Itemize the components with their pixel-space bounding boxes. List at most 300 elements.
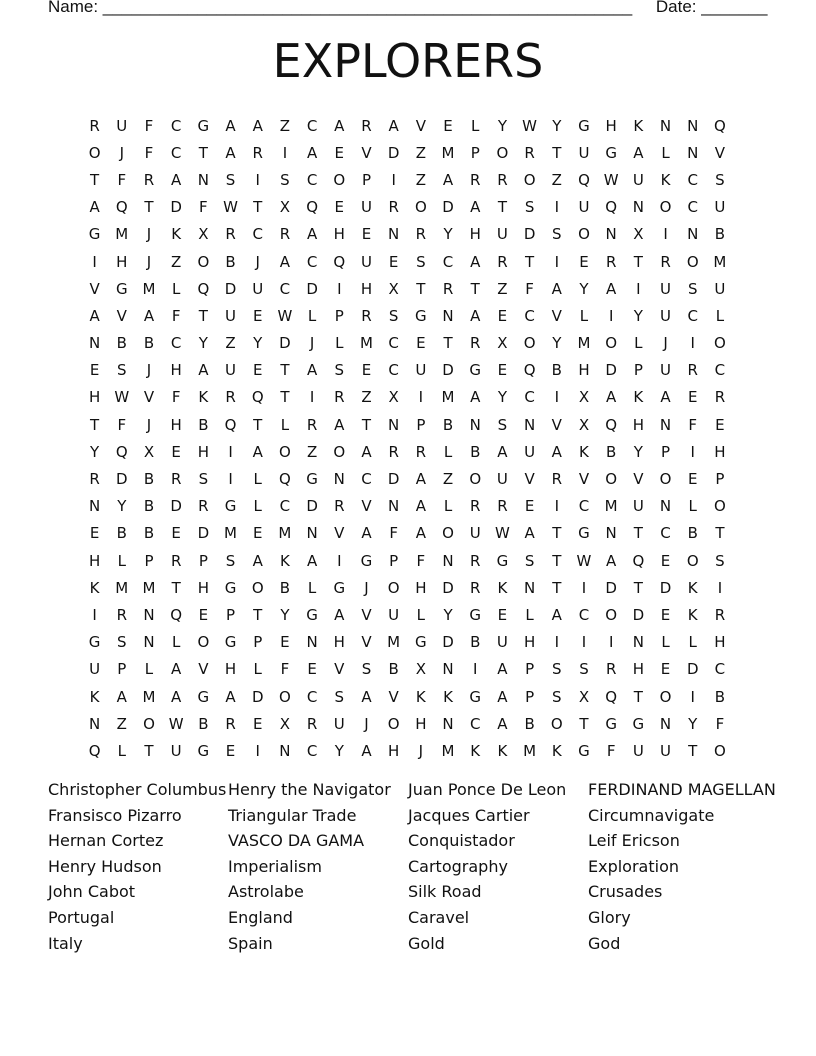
grid-letter[interactable]: T [633,687,643,706]
grid-letter[interactable]: T [443,334,453,353]
grid-letter[interactable]: Z [225,334,236,353]
grid-letter[interactable]: M [441,741,455,760]
grid-letter[interactable]: T [198,306,208,325]
grid-letter[interactable]: T [198,143,208,162]
grid-letter[interactable]: Y [688,714,698,733]
grid-letter[interactable]: D [387,143,400,162]
grid-letter[interactable]: S [715,551,725,570]
grid-letter[interactable]: T [144,198,154,217]
grid-letter[interactable]: C [306,170,318,189]
grid-letter[interactable]: P [525,660,535,679]
grid-letter[interactable]: G [360,551,373,570]
grid-letter[interactable]: R [524,143,535,162]
grid-letter[interactable]: L [117,551,126,570]
grid-letter[interactable]: C [306,116,318,135]
grid-letter[interactable]: V [714,143,726,162]
grid-letter[interactable]: I [228,470,233,489]
grid-letter[interactable]: N [632,198,644,217]
grid-letter[interactable]: F [144,116,154,135]
grid-letter[interactable]: P [661,442,671,461]
grid-letter[interactable]: T [253,198,263,217]
grid-letter[interactable]: I [255,741,260,760]
grid-letter[interactable]: R [143,170,155,189]
grid-letter[interactable]: U [225,306,237,325]
grid-letter[interactable]: T [280,388,290,407]
grid-letter[interactable]: B [198,714,209,733]
grid-letter[interactable]: B [116,334,127,353]
grid-letter[interactable]: X [388,388,399,407]
grid-letter[interactable]: E [252,524,263,543]
grid-letter[interactable]: I [690,334,695,353]
grid-letter[interactable]: H [605,116,617,135]
grid-letter[interactable]: S [117,633,127,652]
grid-letter[interactable]: J [418,741,424,760]
grid-letter[interactable]: X [279,714,291,733]
grid-letter[interactable]: I [581,578,587,597]
grid-letter[interactable]: Y [633,442,643,461]
grid-letter[interactable]: V [116,306,127,325]
grid-letter[interactable]: Q [306,198,318,217]
grid-letter[interactable]: O [714,334,726,353]
grid-letter[interactable]: R [660,252,671,271]
grid-letter[interactable]: O [523,170,536,189]
grid-letter[interactable]: G [632,714,645,733]
grid-letter[interactable]: Z [361,388,372,407]
grid-letter[interactable]: J [146,252,152,271]
grid-letter[interactable]: I [663,225,668,244]
grid-letter[interactable]: N [659,497,672,516]
grid-letter[interactable]: N [442,551,454,570]
grid-letter[interactable]: I [309,388,315,407]
grid-letter[interactable]: A [497,442,508,461]
grid-letter[interactable]: J [146,415,152,434]
grid-letter[interactable]: R [116,605,127,624]
grid-letter[interactable]: Q [251,388,264,407]
grid-letter[interactable]: G [578,524,590,543]
grid-letter[interactable]: M [604,497,618,516]
grid-letter[interactable]: N [469,415,481,434]
grid-letter[interactable]: N [523,415,536,434]
grid-letter[interactable]: R [306,714,318,733]
grid-letter[interactable]: S [225,551,236,570]
grid-letter[interactable]: L [171,633,181,652]
grid-letter[interactable]: H [333,225,345,244]
grid-letter[interactable]: F [117,170,127,189]
grid-letter[interactable]: H [224,660,237,679]
grid-letter[interactable]: W [168,714,184,733]
grid-letter[interactable]: G [306,470,318,489]
grid-letter[interactable]: W [223,198,238,217]
grid-letter[interactable]: D [686,660,699,679]
grid-letter[interactable]: D [251,687,264,706]
grid-letter[interactable]: A [306,143,318,162]
grid-letter[interactable]: P [470,143,480,162]
grid-letter[interactable]: D [306,279,318,298]
grid-letter[interactable]: A [470,252,481,271]
grid-letter[interactable]: O [88,143,101,162]
grid-letter[interactable]: A [470,388,481,407]
grid-letter[interactable]: P [715,470,725,489]
grid-letter[interactable]: O [333,170,346,189]
grid-letter[interactable]: A [470,306,481,325]
grid-letter[interactable]: Q [197,279,210,298]
grid-letter[interactable]: B [225,252,236,271]
grid-letter[interactable]: O [605,334,618,353]
grid-letter[interactable]: B [388,660,399,679]
grid-letter[interactable]: U [524,442,536,461]
grid-letter[interactable]: E [416,334,426,353]
grid-letter[interactable]: V [198,660,209,679]
grid-letter[interactable]: B [470,442,481,461]
grid-letter[interactable]: X [279,198,291,217]
grid-letter[interactable]: W [522,116,538,135]
grid-letter[interactable]: L [253,660,262,679]
grid-letter[interactable]: O [686,551,699,570]
grid-letter[interactable]: T [715,524,725,543]
grid-letter[interactable]: N [197,170,209,189]
grid-letter[interactable]: V [388,687,399,706]
grid-letter[interactable]: A [225,116,236,135]
grid-letter[interactable]: K [415,687,426,706]
grid-letter[interactable]: G [224,497,237,516]
grid-letter[interactable]: S [579,660,589,679]
grid-letter[interactable]: A [198,361,209,380]
grid-letter[interactable]: D [442,633,454,652]
grid-letter[interactable]: Q [115,198,128,217]
grid-letter[interactable]: A [361,741,372,760]
grid-letter[interactable]: F [688,415,698,434]
grid-letter[interactable]: V [524,470,535,489]
grid-letter[interactable]: L [307,306,317,325]
grid-letter[interactable]: N [442,660,454,679]
grid-letter[interactable]: R [225,225,236,244]
grid-letter[interactable]: B [551,361,562,380]
grid-letter[interactable]: O [578,225,590,244]
grid-letter[interactable]: R [225,388,236,407]
grid-letter[interactable]: A [524,524,535,543]
grid-letter[interactable]: A [606,388,617,407]
grid-letter[interactable]: M [224,524,237,543]
grid-letter[interactable]: C [660,524,671,543]
grid-letter[interactable]: D [442,578,454,597]
grid-letter[interactable]: C [687,198,698,217]
grid-letter[interactable]: C [388,334,399,353]
grid-letter[interactable]: M [142,687,156,706]
grid-letter[interactable]: U [388,605,400,624]
grid-letter[interactable]: Z [306,442,318,461]
grid-letter[interactable]: N [388,415,400,434]
grid-letter[interactable]: U [116,116,128,135]
grid-letter[interactable]: A [606,279,617,298]
grid-letter[interactable]: R [279,225,291,244]
grid-letter[interactable]: S [117,361,127,380]
grid-letter[interactable]: X [198,225,209,244]
grid-letter[interactable]: P [389,551,399,570]
grid-letter[interactable]: I [690,442,695,461]
grid-letter[interactable]: T [497,198,507,217]
grid-letter[interactable]: H [170,361,182,380]
grid-letter[interactable]: U [714,279,726,298]
grid-letter[interactable]: L [144,660,154,679]
grid-letter[interactable]: G [197,741,210,760]
grid-letter[interactable]: I [581,633,587,652]
grid-letter[interactable]: K [470,741,481,760]
grid-letter[interactable]: F [171,306,181,325]
grid-letter[interactable]: X [388,279,399,298]
grid-letter[interactable]: V [89,279,100,298]
grid-letter[interactable]: P [253,633,263,652]
grid-letter[interactable]: A [415,497,426,516]
grid-letter[interactable]: S [524,551,535,570]
grid-letter[interactable]: G [197,116,210,135]
grid-letter[interactable]: A [660,388,671,407]
grid-letter[interactable]: R [497,170,508,189]
grid-letter[interactable]: L [471,116,480,135]
grid-letter[interactable]: R [470,551,481,570]
grid-letter[interactable]: A [279,252,291,271]
grid-letter[interactable]: I [391,170,396,189]
grid-letter[interactable]: A [89,198,100,217]
grid-letter[interactable]: T [688,741,698,760]
grid-letter[interactable]: L [253,497,262,516]
grid-letter[interactable]: R [470,334,481,353]
grid-letter[interactable]: N [632,633,644,652]
grid-letter[interactable]: O [659,198,672,217]
grid-letter[interactable]: K [687,605,698,624]
grid-letter[interactable]: I [92,605,97,624]
grid-letter[interactable]: V [551,415,562,434]
grid-letter[interactable]: O [251,578,264,597]
grid-letter[interactable]: H [333,633,345,652]
grid-letter[interactable]: Q [605,198,618,217]
grid-letter[interactable]: G [224,578,237,597]
grid-letter[interactable]: R [225,714,236,733]
grid-letter[interactable]: L [688,633,697,652]
grid-letter[interactable]: U [496,633,508,652]
grid-letter[interactable]: O [659,687,672,706]
grid-letter[interactable]: E [225,741,236,760]
grid-letter[interactable]: O [442,524,454,543]
grid-letter[interactable]: V [143,388,155,407]
grid-letter[interactable]: C [306,741,318,760]
grid-letter[interactable]: C [252,225,263,244]
grid-letter[interactable]: F [144,143,154,162]
grid-letter[interactable]: A [143,306,155,325]
grid-letter[interactable]: S [552,660,562,679]
grid-letter[interactable]: L [307,578,317,597]
grid-letter[interactable]: C [714,660,726,679]
grid-letter[interactable]: U [632,170,644,189]
grid-letter[interactable]: T [525,252,535,271]
grid-letter[interactable]: Y [579,279,589,298]
grid-letter[interactable]: P [198,551,208,570]
grid-letter[interactable]: X [578,415,590,434]
grid-letter[interactable]: E [660,660,671,679]
grid-letter[interactable]: P [144,551,154,570]
grid-letter[interactable]: O [714,741,726,760]
grid-letter[interactable]: U [89,660,101,679]
grid-letter[interactable]: S [552,225,562,244]
grid-letter[interactable]: A [470,198,481,217]
grid-letter[interactable]: R [551,470,562,489]
grid-letter[interactable]: T [253,415,263,434]
grid-letter[interactable]: I [554,497,559,516]
grid-letter[interactable]: G [333,578,346,597]
grid-letter[interactable]: Z [116,714,127,733]
grid-letter[interactable]: V [551,306,562,325]
grid-letter[interactable]: R [89,470,100,489]
grid-letter[interactable]: Y [633,306,643,325]
grid-letter[interactable]: R [497,497,508,516]
grid-letter[interactable]: H [714,633,726,652]
grid-letter[interactable]: R [470,497,481,516]
grid-letter[interactable]: Q [115,442,128,461]
grid-letter[interactable]: B [687,524,698,543]
grid-letter[interactable]: R [714,388,726,407]
grid-letter[interactable]: E [443,116,453,135]
grid-letter[interactable]: T [579,714,589,733]
grid-letter[interactable]: E [252,714,263,733]
grid-letter[interactable]: F [525,279,534,298]
grid-letter[interactable]: E [497,605,508,624]
grid-letter[interactable]: U [660,741,672,760]
grid-letter[interactable]: C [687,306,698,325]
grid-letter[interactable]: D [197,524,210,543]
grid-letter[interactable]: B [143,470,155,489]
grid-letter[interactable]: I [282,143,288,162]
grid-letter[interactable]: E [579,252,589,271]
grid-letter[interactable]: O [279,442,291,461]
grid-letter[interactable]: B [714,225,726,244]
grid-letter[interactable]: G [469,605,482,624]
grid-letter[interactable]: H [632,660,644,679]
grid-letter[interactable]: R [306,415,318,434]
grid-letter[interactable]: E [280,633,290,652]
grid-letter[interactable]: A [606,551,617,570]
grid-letter[interactable]: R [89,116,100,135]
grid-letter[interactable]: O [469,470,482,489]
grid-letter[interactable]: A [415,524,426,543]
grid-letter[interactable]: N [687,225,699,244]
grid-letter[interactable]: G [605,714,617,733]
grid-letter[interactable]: I [608,633,614,652]
grid-letter[interactable]: Y [552,334,562,353]
grid-letter[interactable]: C [442,252,454,271]
grid-letter[interactable]: K [551,741,562,760]
grid-letter[interactable]: P [334,306,344,325]
grid-letter[interactable]: A [116,687,127,706]
grid-letter[interactable]: M [278,524,292,543]
grid-letter[interactable]: I [255,170,260,189]
grid-letter[interactable]: G [306,605,318,624]
grid-letter[interactable]: U [496,225,508,244]
grid-letter[interactable]: W [603,170,619,189]
grid-letter[interactable]: B [143,497,155,516]
grid-letter[interactable]: N [306,524,318,543]
grid-letter[interactable]: Q [523,361,536,380]
grid-letter[interactable]: V [361,143,372,162]
grid-letter[interactable]: U [632,741,644,760]
grid-letter[interactable]: Q [578,170,590,189]
grid-letter[interactable]: V [334,524,345,543]
grid-letter[interactable]: P [226,605,236,624]
grid-letter[interactable]: H [632,415,644,434]
grid-letter[interactable]: A [497,687,508,706]
grid-letter[interactable]: H [88,388,101,407]
grid-letter[interactable]: T [633,524,643,543]
grid-letter[interactable]: E [252,361,263,380]
grid-letter[interactable]: D [442,361,454,380]
grid-letter[interactable]: F [606,741,616,760]
grid-letter[interactable]: N [88,497,101,516]
grid-letter[interactable]: E [497,306,508,325]
grid-letter[interactable]: Y [443,605,453,624]
grid-letter[interactable]: F [416,551,426,570]
grid-letter[interactable]: K [279,551,290,570]
grid-letter[interactable]: H [415,578,427,597]
grid-letter[interactable]: A [361,442,372,461]
grid-letter[interactable]: N [605,225,617,244]
grid-letter[interactable]: X [578,388,590,407]
grid-letter[interactable]: A [415,470,426,489]
grid-letter[interactable]: R [605,252,617,271]
grid-letter[interactable]: H [197,442,209,461]
grid-letter[interactable]: J [364,714,369,733]
grid-letter[interactable]: G [496,551,509,570]
grid-letter[interactable]: D [442,198,454,217]
grid-letter[interactable]: B [143,524,155,543]
grid-letter[interactable]: C [306,687,318,706]
grid-letter[interactable]: V [633,470,644,489]
grid-letter[interactable]: N [659,116,672,135]
grid-letter[interactable]: H [578,361,590,380]
grid-letter[interactable]: K [633,116,644,135]
grid-letter[interactable]: H [88,551,101,570]
grid-letter[interactable]: R [470,170,481,189]
grid-letter[interactable]: J [663,334,668,353]
grid-letter[interactable]: C [170,143,182,162]
grid-letter[interactable]: D [523,225,536,244]
grid-letter[interactable]: R [252,143,263,162]
grid-letter[interactable]: A [306,361,318,380]
grid-letter[interactable]: C [578,497,590,516]
grid-letter[interactable]: L [525,605,534,624]
grid-letter[interactable]: D [170,497,182,516]
grid-letter[interactable]: Q [88,741,101,760]
grid-letter[interactable]: N [523,578,536,597]
grid-letter[interactable]: H [714,442,726,461]
grid-letter[interactable]: V [334,660,345,679]
grid-letter[interactable]: T [633,578,643,597]
grid-letter[interactable]: O [605,470,618,489]
grid-letter[interactable]: A [252,116,263,135]
grid-letter[interactable]: M [115,578,129,597]
grid-letter[interactable]: O [659,470,672,489]
grid-letter[interactable]: E [687,470,698,489]
grid-letter[interactable]: Y [198,334,208,353]
grid-letter[interactable]: R [442,279,454,298]
grid-letter[interactable]: S [715,170,725,189]
grid-letter[interactable]: R [497,252,508,271]
grid-letter[interactable]: A [497,714,508,733]
grid-letter[interactable]: A [225,143,236,162]
grid-letter[interactable]: Y [117,497,127,516]
grid-letter[interactable]: V [361,633,372,652]
grid-letter[interactable]: T [90,170,100,189]
grid-letter[interactable]: P [633,361,643,380]
grid-letter[interactable]: W [114,388,130,407]
grid-letter[interactable]: A [171,170,182,189]
